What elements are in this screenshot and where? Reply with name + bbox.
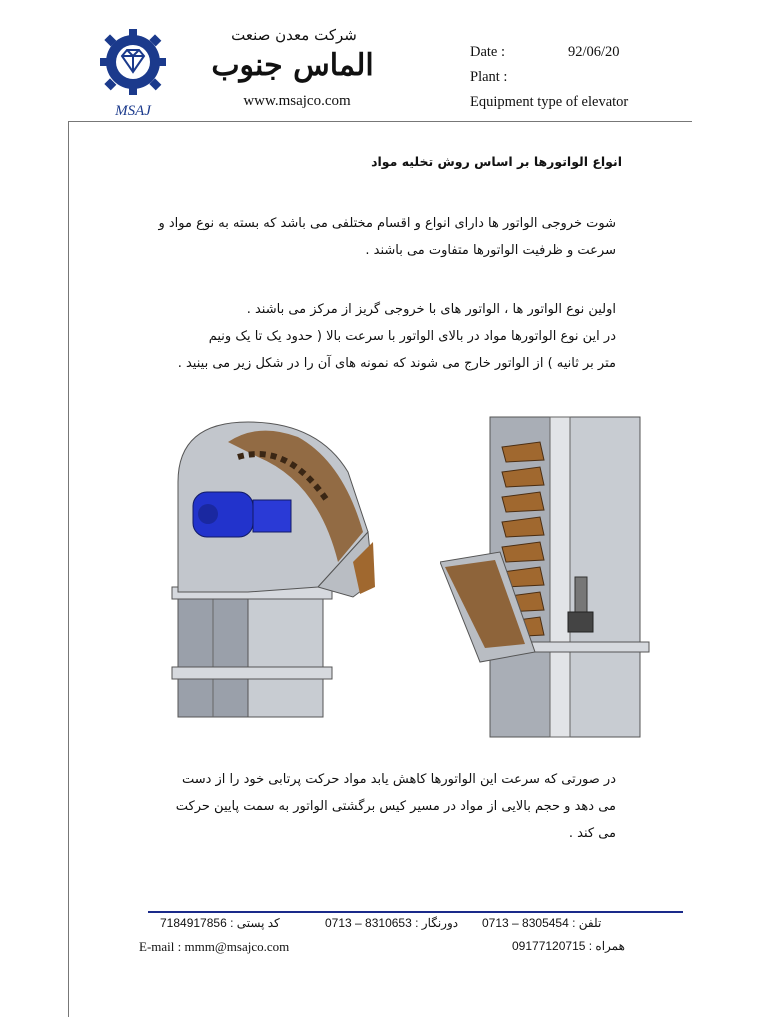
header-divider bbox=[68, 121, 692, 122]
footer-postal-code: کد پستی : 7184917856 bbox=[160, 916, 280, 930]
paragraph-1 bbox=[96, 210, 616, 264]
footer-mobile: همراه : 09177120715 bbox=[512, 939, 625, 953]
equipment-label: Equipment type of elevator bbox=[470, 94, 629, 110]
paragraph-line: متر بر ثانیه ) از الواتور خارج می شوند که نمونه های آن را در شکل زیر می بینید . bbox=[177, 356, 616, 371]
paragraph-3 bbox=[96, 766, 616, 847]
paragraph-line: می دهد و حجم بالایی از مواد در مسیر کیس برگشتی الواتور به سمت پایین حرکت bbox=[175, 799, 616, 814]
company-tagline: شرکت معدن صنعت bbox=[231, 26, 357, 44]
footer-phone: تلفن : 8305454 – 0713 bbox=[482, 916, 602, 930]
date-label: Date : bbox=[470, 44, 506, 60]
footer-divider bbox=[148, 911, 683, 913]
footer-email[interactable]: E-mail : mmm@msajco.com bbox=[139, 939, 290, 954]
paragraph-line: در این نوع الواتورها مواد در بالای الواتور با سرعت بالا ( حدود یک تا یک ونیم bbox=[208, 329, 616, 344]
date-value: 92/06/20 bbox=[568, 44, 620, 60]
website-link[interactable]: www.msajco.com bbox=[243, 93, 351, 109]
elevator-buckets-illustration bbox=[440, 412, 650, 742]
logo-text: MSAJ bbox=[115, 103, 151, 119]
paragraph-line: می کند . bbox=[568, 826, 616, 841]
margin-line-vertical bbox=[68, 122, 69, 1017]
company-logo bbox=[92, 26, 174, 120]
footer-fax: دورنگار : 8310653 – 0713 bbox=[325, 916, 459, 930]
plant-label: Plant : bbox=[470, 69, 508, 85]
company-name: الماس جنوب bbox=[211, 48, 374, 83]
section-title: انواع الواتورها بر اساس روش تخلیه مواد bbox=[371, 154, 622, 169]
paragraph-line: سرعت و ظرفیت الواتورها متفاوت می باشند . bbox=[365, 243, 616, 258]
paragraph-line: شوت خروجی الواتور ها دارای انواع و اقسام مختلفی می باشد که بسته به نوع مواد و bbox=[158, 216, 616, 231]
paragraph-line: اولین نوع الواتور ها ، الواتور های با خروجی گریز از مرکز می باشند . bbox=[246, 302, 616, 317]
paragraph-2 bbox=[96, 296, 616, 377]
paragraph-line: در صورتی که سرعت این الواتورها کاهش یابد مواد حرکت پرتابی خود را از دست bbox=[181, 772, 616, 787]
elevator-head-illustration bbox=[168, 412, 378, 742]
